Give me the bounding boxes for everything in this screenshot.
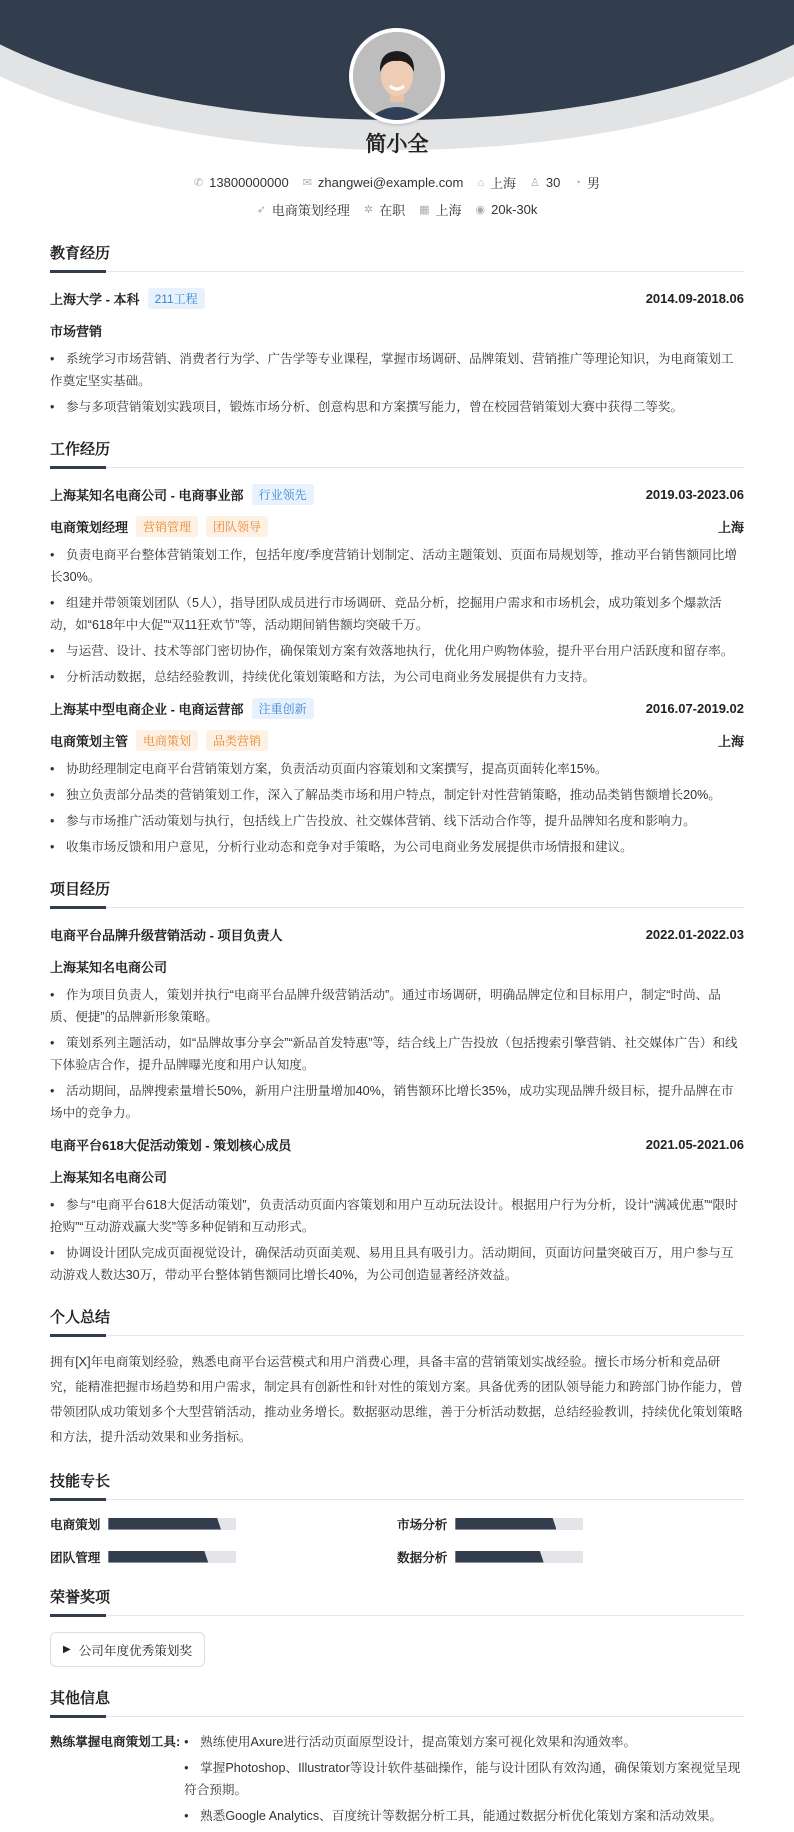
award-name: 公司年度优秀策划奖 — [78, 1644, 193, 1658]
avatar — [349, 28, 445, 124]
company: 上海某知名电商公司 - 电商事业部 — [50, 487, 244, 503]
skill-item — [397, 1547, 744, 1566]
list-item: • 参与市场推广活动策划与执行，包括线上广告投放、社交媒体营销、线下活动合作等，提升品牌知名度和影响力。 — [50, 810, 744, 832]
work-city: 上海 — [717, 733, 744, 749]
job-intent-row — [0, 200, 794, 219]
list-item: • 收集市场反馈和用户意见，分析行业动态和竞争对手策略，为公司电商业务发展提供市场情报和建议。 — [50, 836, 744, 858]
work-city: 上海 — [717, 519, 744, 535]
section-title: 其他信息 — [50, 1687, 744, 1717]
target-city: 上海 — [435, 203, 462, 218]
list-item: • 参与“电商平台618大促活动策划”，负责活动页面内容策划和用户互动玩法设计。根据用户行为分析，设计“满减优惠”“限时抢购”“互动游戏赢大奖”等多种促销和互动形式。 — [50, 1194, 744, 1238]
school-tag: 211工程 — [148, 288, 205, 309]
list-item: • 协助经理制定电商平台营销策划方案，负责活动页面内容策划和文案撰写，提高页面转化率15%。 — [50, 758, 744, 780]
list-item: • 负责电商平台整体营销策划工作，包括年度/季度营销计划制定、活动主题策划、页面布局规划等，推动平台销售额同比增长30%。 — [50, 544, 744, 588]
target-position: 电商策划经理 — [271, 203, 350, 218]
date: 2021.05-2021.06 — [645, 1136, 744, 1152]
other-label: 熟练掌握电商策划工具: — [50, 1735, 181, 1749]
date: 2016.07-2019.02 — [645, 700, 744, 716]
education-section — [50, 242, 744, 418]
company-tag: 注重创新 — [252, 698, 314, 719]
gender: 男 — [587, 176, 601, 191]
list-item: • 独立负责部分品类的营销策划工作，深入了解品类市场和用户特点，制定针对性营销策略，推动品类销售额增长20%。 — [50, 784, 744, 806]
skill-bar-fill — [108, 1518, 221, 1530]
list-item: • 熟悉Google Analytics、百度统计等数据分析工具，能通过数据分析优化策划方案和活动效果。 — [184, 1805, 744, 1827]
skill-name: 数据分析 — [397, 1551, 448, 1565]
summary-text: 拥有[X]年电商策划经验，熟悉电商平台运营模式和用户消费心理，具备丰富的营销策划实战经验。擅长市场分析和竞品研究，能精准把握市场趋势和用户需求，制定具有创新性和针对性的策划方案。具备优秀的团队领导能力和跨部门协作能力，曾带领团队成功策划多个大型营销活动，推动业务增长。数据驱动思维，善于分析活动数据，总结经验教训，持续优化策划策略和方法，提升活动效果和业务指标。 — [50, 1355, 743, 1444]
role: 电商策划经理 — [50, 519, 129, 535]
other-section — [50, 1687, 744, 1831]
list-item: • 活动期间，品牌搜索量增长50%，新用户注册量增加40%，销售额环比增长35%，成功实现品牌升级目标，提升品牌在市场中的竞争力。 — [50, 1080, 744, 1124]
company-tag: 行业领先 — [252, 484, 314, 505]
send-icon: ➶ — [256, 204, 266, 216]
list-item: • 参与多项营销策划实践项目，锻炼市场分析、创意构思和方案撰写能力，曾在校园营销策划大赛中获得二等奖。 — [50, 396, 744, 418]
role-tag: 电商策划 — [136, 730, 198, 751]
section-title: 项目经历 — [50, 878, 744, 908]
skill-item — [50, 1547, 397, 1566]
salary: 20k-30k — [491, 202, 538, 217]
email: zhangwei@example.com — [317, 175, 464, 190]
home-icon: ⌂ — [477, 176, 485, 189]
skill-name: 团队管理 — [50, 1551, 101, 1565]
skill-bar — [108, 1551, 236, 1563]
list-item: • 与运营、设计、技术等部门密切协作，确保策划方案有效落地执行，优化用户购物体验，提升平台用户活跃度和留存率。 — [50, 640, 744, 662]
role-tag: 营销管理 — [136, 516, 198, 537]
list-item: • 协调设计团队完成页面视觉设计，确保活动页面美观、易用且具有吸引力。活动期间，页面访问量突破百万，用户参与互动游戏人数达30万，带动平台整体销售额同比增长40%，为公司创造显著经济效益。 — [50, 1242, 744, 1286]
list-item: • 分析活动数据，总结经验教训，持续优化策划策略和方法，为公司电商业务发展提供有力支持。 — [50, 666, 744, 688]
skills-section — [50, 1470, 744, 1566]
role-tag: 团队领导 — [206, 516, 268, 537]
phone: 13800000000 — [209, 175, 289, 190]
date: 2014.09-2018.06 — [645, 290, 744, 306]
section-title: 工作经历 — [50, 438, 744, 468]
salary-icon: ◉ — [475, 204, 486, 216]
company: 上海某中型电商企业 - 电商运营部 — [50, 701, 244, 717]
project-company: 上海某知名电商公司 — [50, 1169, 168, 1185]
work-section — [50, 438, 744, 858]
skill-bar — [455, 1518, 583, 1530]
summary-section — [50, 1306, 744, 1450]
gender-icon: ◔ — [574, 176, 582, 189]
building-icon: ▦ — [419, 204, 430, 216]
section-title: 教育经历 — [50, 242, 744, 272]
contact-row — [0, 173, 794, 192]
list-item: • 系统学习市场营销、消费者行为学、广告学等专业课程，掌握市场调研、品牌策划、营销推广等理论知识，为电商策划工作奠定坚实基础。 — [50, 348, 744, 392]
triangle-right-icon: ▶ — [63, 1644, 71, 1655]
projects-section — [50, 878, 744, 1286]
mail-icon: ✉ — [302, 177, 312, 189]
phone-icon: ✆ — [193, 177, 204, 189]
awards-section — [50, 1586, 744, 1667]
list-item: • 掌握Photoshop、Illustrator等设计软件基础操作，能与设计团队有效沟通，确保策划方案视觉呈现符合预期。 — [184, 1757, 744, 1801]
list-item: • 熟练使用Axure进行活动页面原型设计，提高策划方案可视化效果和沟通效率。 — [184, 1731, 744, 1753]
skill-item — [397, 1514, 744, 1533]
status-icon: ✲ — [363, 204, 374, 216]
skill-item — [50, 1514, 397, 1533]
date: 2022.01-2022.03 — [645, 926, 744, 942]
section-title: 技能专长 — [50, 1470, 744, 1500]
list-item: • 策划系列主题活动，如“品牌故事分享会”“新品首发特惠”等，结合线上广告投放（包括搜索引擎营销、社交媒体广告）和线下体验店合作，提升品牌曝光度和用户认知度。 — [50, 1032, 744, 1076]
candidate-name: 简小全 — [365, 133, 429, 156]
skill-bar-fill — [455, 1518, 556, 1530]
project-title: 电商平台品牌升级营销活动 - 项目负责人 — [50, 927, 283, 943]
skill-bar-fill — [455, 1551, 543, 1563]
skill-bar — [108, 1518, 236, 1530]
skill-bar-fill — [108, 1551, 208, 1563]
award-item[interactable] — [50, 1632, 205, 1667]
section-title: 个人总结 — [50, 1306, 744, 1336]
skill-bar — [455, 1551, 583, 1563]
date: 2019.03-2023.06 — [645, 486, 744, 502]
project-title: 电商平台618大促活动策划 - 策划核心成员 — [50, 1137, 292, 1153]
role-tag: 品类营销 — [206, 730, 268, 751]
role: 电商策划主管 — [50, 733, 129, 749]
section-title: 荣誉奖项 — [50, 1586, 744, 1616]
job-status: 在职 — [379, 203, 406, 218]
city: 上海 — [490, 176, 517, 191]
age-icon: ♙ — [530, 177, 540, 189]
age: 30 — [545, 175, 561, 190]
list-item: • 作为项目负责人，策划并执行“电商平台品牌升级营销活动”。通过市场调研，明确品牌定位和目标用户，制定“时尚、品质、便捷”的品牌新形象策略。 — [50, 984, 744, 1028]
major: 市场营销 — [50, 323, 103, 339]
skill-name: 市场分析 — [397, 1518, 448, 1532]
skill-name: 电商策划 — [50, 1518, 101, 1532]
project-company: 上海某知名电商公司 — [50, 959, 168, 975]
school: 上海大学 - 本科 — [50, 291, 140, 307]
list-item: • 组建并带领策划团队（5人），指导团队成员进行市场调研、竞品分析，挖掘用户需求和市场机会，成功策划多个爆款活动，如“618年中大促”“双11狂欢节”等，活动期间销售额均突破千万。 — [50, 592, 744, 636]
